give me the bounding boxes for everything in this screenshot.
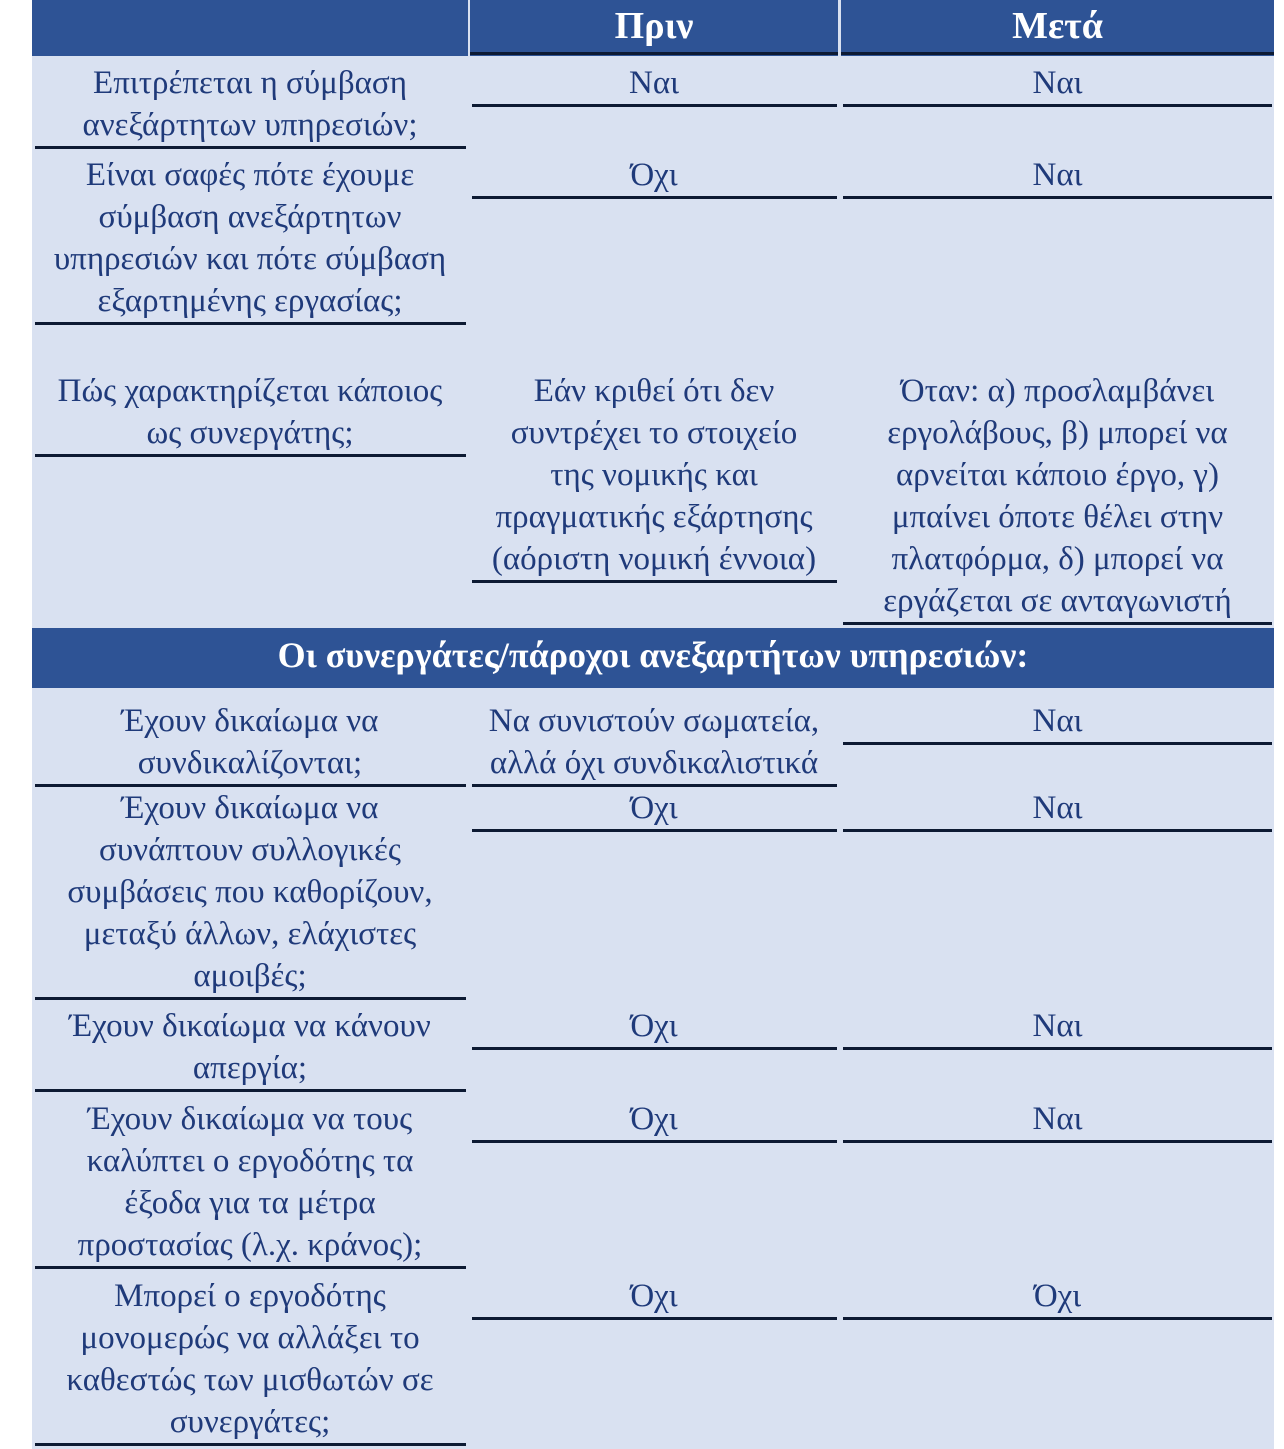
row-2-after (841, 154, 1274, 196)
row-3-before (470, 370, 838, 580)
cell-line: υπηρεσιών και πότε σύμβαση (53, 241, 447, 277)
row-4-question (32, 700, 468, 784)
row-1-question-rule (35, 146, 466, 149)
row-2-before-rule (472, 196, 837, 199)
row-7-question (32, 1098, 468, 1266)
cell-line: ως συνεργάτης; (146, 415, 354, 451)
cell-line: πραγματικής εξάρτησης (495, 499, 813, 535)
row-3-before-rule (472, 580, 837, 583)
cell-line: Ναι (1032, 1008, 1083, 1044)
cell-line: ανεξάρτητων υπηρεσιών; (82, 107, 418, 143)
row-6-after-rule (843, 1047, 1272, 1050)
cell-line: Ναι (1032, 1101, 1083, 1137)
row-6-before-rule (472, 1047, 837, 1050)
cell-line: Ναι (1032, 790, 1083, 826)
header-after: Μετά (841, 0, 1274, 56)
cell-line: Ναι (1032, 157, 1083, 193)
row-7-before-rule (472, 1140, 837, 1143)
cell-line: Έχουν δικαίωμα να τους (87, 1101, 413, 1137)
row-8-before-rule (472, 1317, 837, 1320)
cell-line: μπαίνει όποτε θέλει στην (891, 499, 1224, 535)
cell-line: Μπορεί ο εργοδότης (114, 1278, 386, 1314)
cell-line: Όχι (630, 1008, 678, 1044)
row-2-question-rule (35, 322, 466, 325)
cell-line: καλύπτει ο εργοδότης τα (86, 1143, 414, 1179)
cell-line: συντρέχει το στοιχείο (510, 415, 798, 451)
row-5-before (470, 787, 838, 829)
row-3-after-rule (843, 622, 1272, 625)
cell-line: μεταξύ άλλων, ελάχιστες (83, 916, 417, 952)
row-6-before (470, 1005, 838, 1047)
cell-line: έξοδα για τα μέτρα (124, 1185, 376, 1221)
cell-line: Να συνιστούν σωματεία, (488, 703, 820, 739)
cell-line: μονομερώς να αλλάξει το (80, 1320, 420, 1356)
row-4-after (841, 700, 1274, 742)
cell-line: αλλά όχι συνδικαλιστικά (489, 745, 819, 781)
cell-line: Ναι (629, 65, 679, 101)
row-5-before-rule (472, 829, 837, 832)
cell-line: Ναι (1032, 703, 1083, 739)
cell-line: συμβάσεις που καθορίζουν, (67, 874, 433, 910)
cell-line: σύμβαση ανεξάρτητων (98, 199, 402, 235)
section-title: Οι συνεργάτες/πάροχοι ανεξαρτήτων υπηρεσιών: (32, 628, 1274, 688)
cell-line: Όχι (1033, 1278, 1082, 1314)
row-1-after-rule (843, 104, 1272, 107)
row-4-after-rule (843, 742, 1272, 745)
header-before-rule (470, 52, 838, 55)
cell-line: συνάπτουν συλλογικές (99, 832, 401, 868)
row-8-question (32, 1275, 468, 1443)
header-blank (32, 0, 468, 56)
row-2-question (32, 154, 468, 322)
row-8-question-rule (35, 1443, 466, 1446)
cell-line: Πώς χαρακτηρίζεται κάποιος (57, 373, 443, 409)
row-2-before (470, 154, 838, 196)
row-1-before (470, 62, 838, 104)
row-7-after (841, 1098, 1274, 1140)
row-1-before-rule (472, 104, 837, 107)
cell-line: Έχουν δικαίωμα να (121, 790, 379, 826)
row-6-question (32, 1005, 468, 1089)
cell-line: της νομικής και (550, 457, 758, 493)
row-8-after-rule (843, 1317, 1272, 1320)
cell-line: Όχι (630, 157, 678, 193)
cell-line: Επιτρέπεται η σύμβαση (93, 65, 407, 101)
header-before: Πριν (470, 0, 838, 56)
cell-line: πλατφόρμα, δ) μπορεί να (891, 541, 1224, 577)
cell-line: εργάζεται σε ανταγωνιστή (883, 583, 1232, 619)
row-3-after (841, 370, 1274, 622)
cell-line: αρνείται κάποιο έργο, γ) (896, 457, 1219, 493)
row-3-question (32, 370, 468, 454)
row-8-before (470, 1275, 838, 1317)
row-2-after-rule (843, 196, 1272, 199)
cell-line: Όχι (630, 1278, 678, 1314)
row-8-after (841, 1275, 1274, 1317)
row-4-before (470, 700, 838, 784)
cell-line: Εάν κριθεί ότι δεν (533, 373, 775, 409)
row-5-question-rule (35, 997, 466, 1000)
cell-line: συνεργάτες; (169, 1404, 331, 1440)
cell-line: αμοιβές; (193, 958, 307, 994)
row-5-after-rule (843, 829, 1272, 832)
cell-line: εξαρτημένης εργασίας; (97, 283, 403, 319)
header-after-rule (841, 52, 1274, 55)
row-7-question-rule (35, 1266, 466, 1269)
cell-line: Όταν: α) προσλαμβάνει (900, 373, 1215, 409)
cell-line: εργολάβους, β) μπορεί να (887, 415, 1228, 451)
cell-line: προστασίας (λ.χ. κράνος); (77, 1227, 423, 1263)
cell-line: καθεστώς των μισθωτών σε (66, 1362, 434, 1398)
cell-line: συνδικαλίζονται; (137, 745, 363, 781)
cell-line: Έχουν δικαίωμα να (121, 703, 379, 739)
cell-line: Έχουν δικαίωμα να κάνουν (69, 1008, 431, 1044)
row-7-after-rule (843, 1140, 1272, 1143)
cell-line: Όχι (630, 1101, 678, 1137)
row-1-question (32, 62, 468, 146)
cell-line: Ναι (1032, 65, 1083, 101)
row-3-question-rule (35, 454, 466, 457)
row-1-after (841, 62, 1274, 104)
row-5-after (841, 787, 1274, 829)
row-6-after (841, 1005, 1274, 1047)
cell-line: Είναι σαφές πότε έχουμε (85, 157, 415, 193)
cell-line: (αόριστη νομική έννοια) (491, 541, 817, 577)
cell-line: Όχι (630, 790, 678, 826)
row-7-before (470, 1098, 838, 1140)
row-5-question (32, 787, 468, 997)
row-6-question-rule (35, 1089, 466, 1092)
cell-line: απεργία; (192, 1050, 308, 1086)
